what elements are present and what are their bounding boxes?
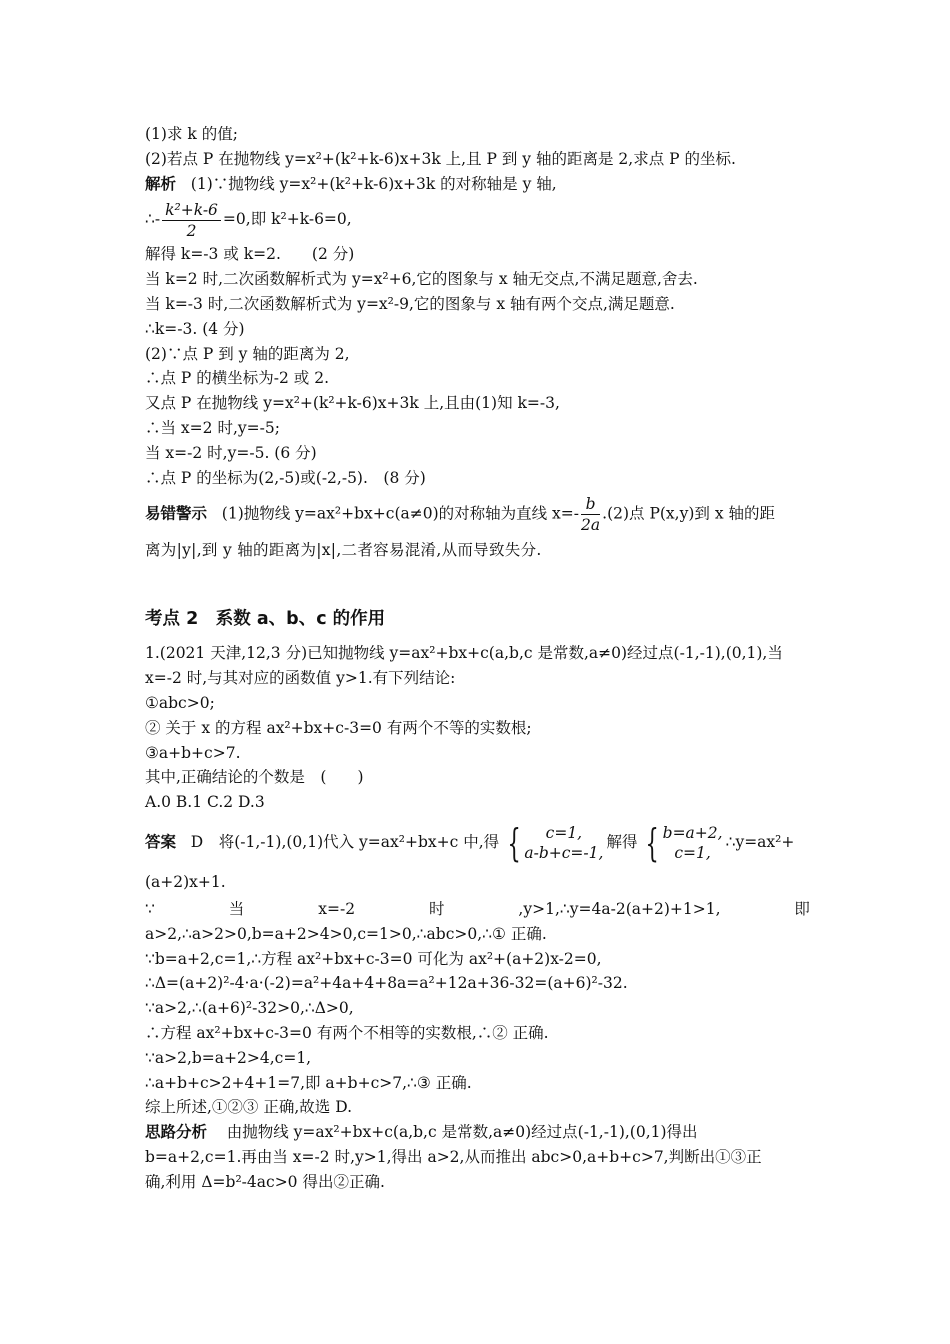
- answer-line-5: ∵b=a+2,c=1,∴方程 ax²+bx+c-3=0 可化为 ax²+(a+2)x-2=0,: [145, 949, 602, 968]
- question-ask: 其中,正确结论的个数是 ( ): [145, 768, 364, 787]
- warning-text-1: (1)抛物线 y=ax²+bx+c(a≠0)的对称轴为直线 x=-: [221, 504, 580, 523]
- fraction-prefix: ∴-: [145, 210, 161, 229]
- solution-label: 解析: [145, 174, 177, 193]
- analysis-line-3: 确,利用 Δ=b²-4ac>0 得出②正确.: [145, 1172, 385, 1191]
- solution-line-6: ∴k=-3. (4 分): [145, 319, 245, 338]
- question-part-1: (1)求 k 的值;: [145, 125, 238, 143]
- fraction-denominator: 2: [186, 221, 197, 240]
- section-heading: 考点 2 系数 a、b、c 的作用: [145, 609, 386, 630]
- solution-line-3: 解得 k=-3 或 k=2. (2 分): [145, 245, 355, 264]
- warning-line-2: 离为|y|,到 y 轴的距离为|x|,二者容易混淆,从而导致失分.: [145, 541, 542, 560]
- analysis-label: 思路分析: [145, 1123, 208, 1142]
- system-2-row-1: b=a+2,: [662, 823, 723, 842]
- answer-options: A.0 B.1 C.2 D.3: [145, 793, 265, 812]
- document-page: [145, 122, 810, 1195]
- solution-line-12: ∴点 P 的坐标为(2,-5)或(-2,-5). (8 分): [145, 468, 426, 487]
- conclusion-1: ①abc>0;: [145, 693, 215, 712]
- answer-line-3-part: 即: [794, 899, 810, 918]
- answer-line-9: ∵a>2,b=a+2>4,c=1,: [145, 1048, 312, 1067]
- answer-line-3-part: x=-2: [318, 899, 356, 918]
- answer-label: 答案: [145, 832, 177, 851]
- answer-line-3-part: 当: [228, 899, 245, 918]
- solution-line-8: ∴点 P 的横坐标为-2 或 2.: [145, 369, 330, 388]
- warning-fraction-numerator: b: [581, 494, 600, 515]
- answer-text-1: D 将(-1,-1),(0,1)代入 y=ax²+bx+c 中,得: [190, 832, 500, 851]
- answer-text-tail: ∴y=ax²+: [725, 832, 795, 851]
- answer-line-6: ∴Δ=(a+2)²-4·a·(-2)=a²+4a+4+8a=a²+12a+36-32=(a+6)²-32.: [145, 974, 628, 993]
- solution-line-2: [145, 196, 810, 242]
- answer-line-11: 综上所述,①②③ 正确,故选 D.: [145, 1098, 353, 1117]
- answer-line-8: ∴方程 ax²+bx+c-3=0 有两个不相等的实数根,∴② 正确.: [145, 1023, 549, 1042]
- solution-line-10: ∴当 x=2 时,y=-5;: [145, 418, 280, 437]
- fraction-suffix: =0,即 k²+k-6=0,: [222, 210, 352, 229]
- equation-system-2: { b=a+2, c=1,: [645, 820, 723, 865]
- solution-line-11: 当 x=-2 时,y=-5. (6 分): [145, 443, 317, 462]
- solution-line-7: (2)∵点 P 到 y 轴的距离为 2,: [145, 344, 350, 363]
- system-2-row-2: c=1,: [674, 843, 711, 862]
- answer-line-3: [145, 897, 810, 922]
- question-part-2: (2)若点 P 在抛物线 y=x²+(k²+k-6)x+3k 上,且 P 到 y 轴的距离是 2,求点 P 的坐标.: [145, 149, 736, 168]
- warning-fraction-denominator: 2a: [581, 516, 601, 535]
- solution-line-1: [145, 172, 810, 197]
- solution-text: (1)∵抛物线 y=x²+(k²+k-6)x+3k 的对称轴是 y 轴,: [190, 174, 557, 193]
- solution-line-9: 又点 P 在抛物线 y=x²+(k²+k-6)x+3k 上,且由(1)知 k=-3,: [145, 394, 560, 413]
- question-line-2: x=-2 时,与其对应的函数值 y>1.有下列结论:: [145, 669, 456, 688]
- conclusion-2: ② 关于 x 的方程 ax²+bx+c-3=0 有两个不等的实数根;: [145, 718, 532, 737]
- answer-line-1: [145, 817, 810, 867]
- warning-fraction: [581, 494, 600, 535]
- answer-text-mid: 解得: [606, 832, 638, 851]
- system-1-row-2: a-b+c=-1,: [524, 843, 604, 862]
- warning-text-2: .(2)点 P(x,y)到 x 轴的距: [602, 504, 775, 523]
- warning-line-1: [145, 494, 810, 535]
- analysis-text-1: 由抛物线 y=ax²+bx+c(a,b,c 是常数,a≠0)经过点(-1,-1),(0,1)得出: [226, 1123, 698, 1142]
- answer-line-7: ∵a>2,∴(a+6)²-32>0,∴Δ>0,: [145, 999, 354, 1018]
- equation-system-1: { c=1, a-b+c=-1,: [507, 820, 604, 865]
- answer-line-10: ∴a+b+c>2+4+1=7,即 a+b+c>7,∴③ 正确.: [145, 1073, 472, 1092]
- fraction: [162, 200, 221, 241]
- answer-line-3-part: ,y>1,∴y=4a-2(a+2)+1>1,: [518, 899, 721, 918]
- answer-line-3-part: ∵: [145, 899, 155, 918]
- analysis-line-2: b=a+2,c=1.再由当 x=-2 时,y>1,得出 a>2,从而推出 abc>0,a+b+c>7,判断出①③正: [145, 1147, 762, 1166]
- answer-line-2: (a+2)x+1.: [145, 872, 226, 891]
- answer-line-3-part: 时: [428, 899, 445, 918]
- solution-line-5: 当 k=-3 时,二次函数解析式为 y=x²-9,它的图象与 x 轴有两个交点,满足题意.: [145, 294, 675, 313]
- conclusion-3: ③a+b+c>7.: [145, 743, 241, 762]
- solution-line-4: 当 k=2 时,二次函数解析式为 y=x²+6,它的图象与 x 轴无交点,不满足题意,舍去.: [145, 270, 698, 289]
- warning-label: 易错警示: [145, 504, 208, 523]
- analysis-line-1: [145, 1120, 810, 1145]
- system-1-row-1: c=1,: [545, 823, 583, 842]
- fraction-numerator: k²+k-6: [162, 200, 221, 221]
- answer-line-4: a>2,∴a>2>0,b=a+2>4>0,c=1>0,∴abc>0,∴① 正确.: [145, 924, 547, 943]
- question-line-1: 1.(2021 天津,12,3 分)已知抛物线 y=ax²+bx+c(a,b,c 是常数,a≠0)经过点(-1,-1),(0,1),当: [145, 644, 783, 663]
